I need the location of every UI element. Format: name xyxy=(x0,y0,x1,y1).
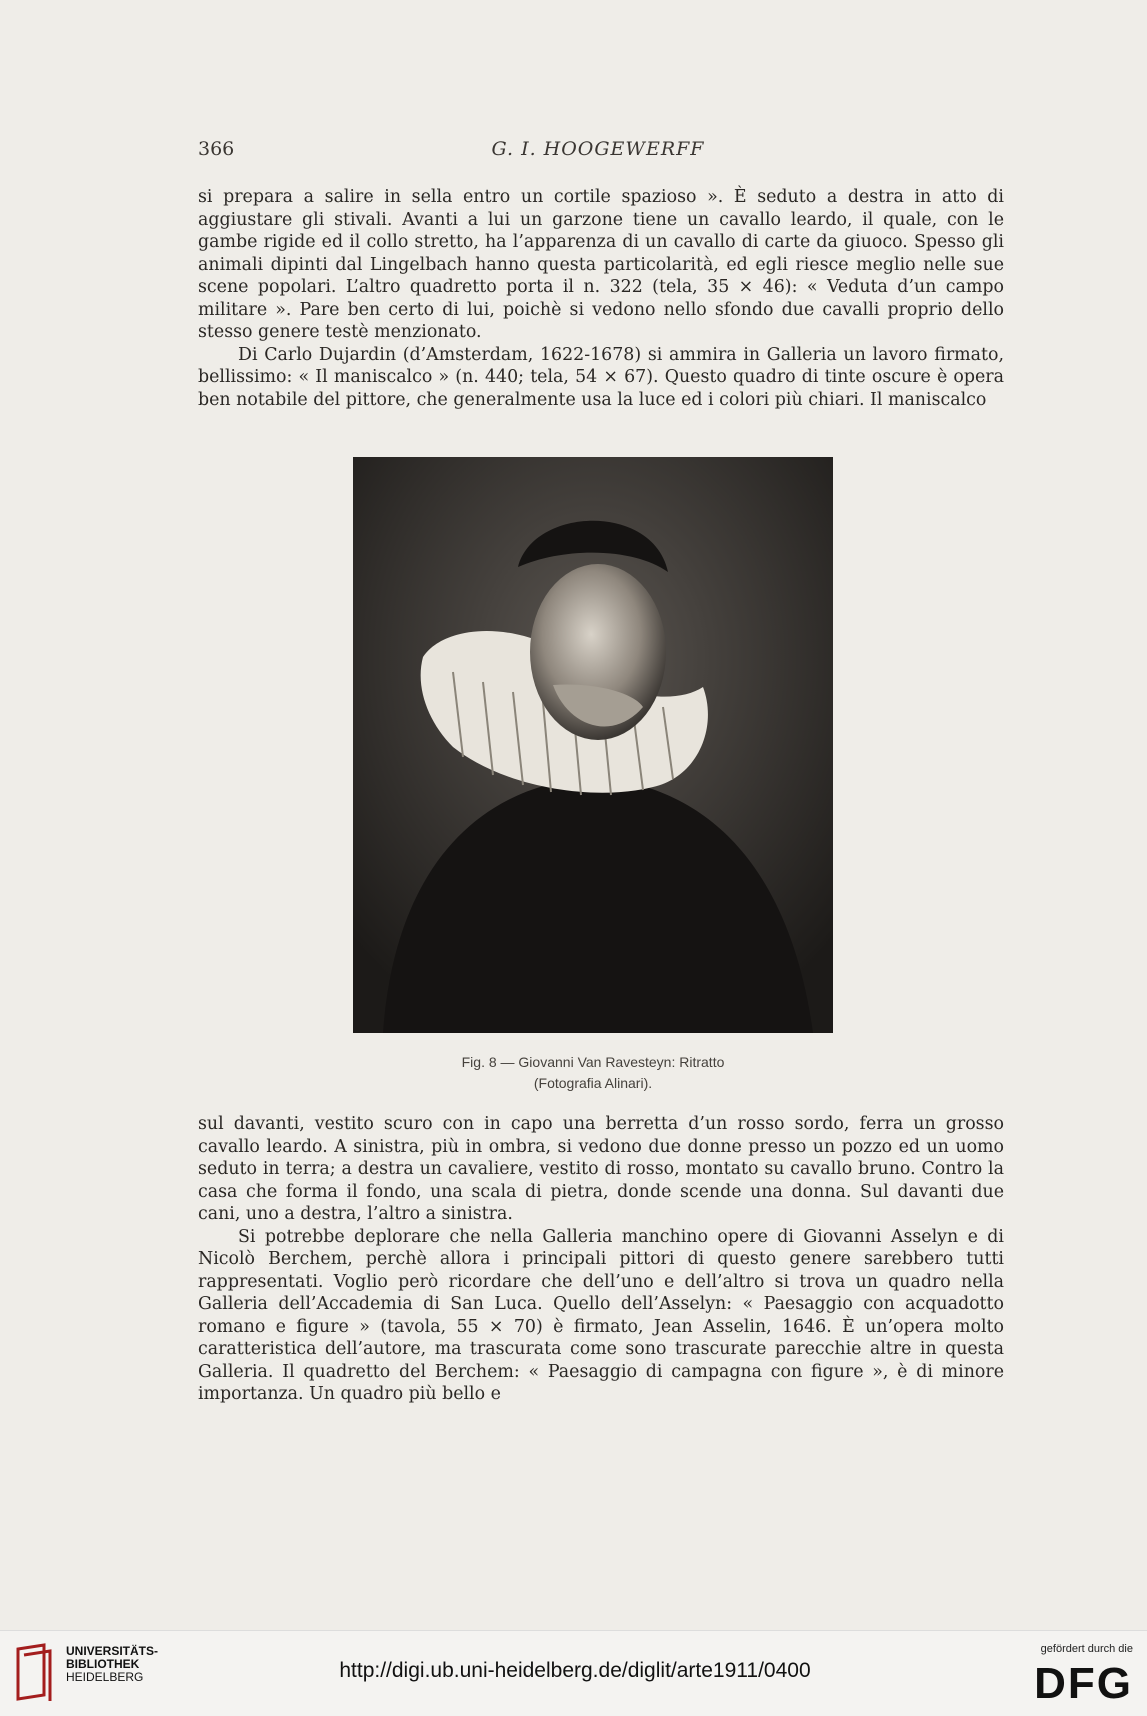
library-logo-icon xyxy=(14,1641,58,1703)
library-name-line: UNIVERSITÄTS- xyxy=(66,1644,159,1658)
dfg-logo: DFG xyxy=(1034,1659,1133,1708)
portrait-figure xyxy=(353,457,833,1033)
paragraph: si prepara a salire in sella entro un cortile spazioso ». È seduto a destra in atto di aggiustare gli stivali. Avanti a lui un garzone tiene un cavallo leardo, il quale, con le gambe rigide ed il collo stretto, ha l’apparenza di un cavallo di carte da giuoco. Spesso gli animali dipinti dal Lingelbach hanno questa particolarità, ed egli riesce meglio nelle sue scene popolari. L’altro quadretto porta il n. 322 (tela, 35 × 46): « Veduta d’un campo militare ». Pare ben certo di lui, poichè si vedono nello sfondo due cavalli proprio dello stesso genere testè menzionato. xyxy=(198,187,1004,342)
funding-note: gefördert durch die xyxy=(1040,1643,1133,1655)
library-name xyxy=(66,1645,158,1684)
library-name-line: BIBLIOTHEK xyxy=(66,1657,140,1671)
text-block-top xyxy=(198,186,1004,411)
footer-bar xyxy=(0,1630,1147,1716)
text-block-bottom xyxy=(198,1113,1004,1406)
paragraph: Di Carlo Dujardin (d’Amsterdam, 1622-1678) si ammira in Galleria un lavoro firmato, bellissimo: « Il maniscalco » (n. 440; tela, 54 × 67). Questo quadro di tinte oscure è opera ben notabile del pittore, che generalmente usa la luce ed i colori più chiari. Il maniscalco xyxy=(198,344,1004,410)
running-head: G. I. HOOGEWERFF xyxy=(491,138,705,160)
paragraph: sul davanti, vestito scuro con in capo una berretta d’un rosso sordo, ferra un grosso cavallo leardo. A sinistra, più in ombra, si vedono due donne presso un pozzo ed un uomo seduto in terra; a destra un cavaliere, vestito di rosso, montato su cavallo bruno. Contro la casa che forma il fondo, una scala di pietra, donde scende una donna. Sul davanti due cani, uno a destra, l’altro a sinistra. xyxy=(198,1114,1004,1224)
caption-line: Fig. 8 — Giovanni Van Ravesteyn: Ritratto xyxy=(461,1054,725,1070)
page-number: 366 xyxy=(198,138,235,160)
paragraph: Si potrebbe deplorare che nella Galleria manchino opere di Giovanni Asselyn e di Nicolò Berchem, perchè allora i principali pittori di questo genere sarebbero tutti rappresentati. Voglio però ricordare che dell’uno e dell’altro si trova un quadro nella Galleria dell’Accademia di San Luca. Quello dell’Asselyn: « Paesaggio con acquadotto romano e figure » (tavola, 55 × 70) è firmato, Jean Asselin, 1646. È un’opera molto caratteristica dell’autore, ma trascurata come sono trascurate parecchie altre in questa Galleria. Il quadretto del Berchem: « Paesaggio di campagna con figure », è di minore importanza. Un quadro più bello e xyxy=(198,1226,1004,1404)
library-name-line: HEIDELBERG xyxy=(66,1670,144,1684)
permalink-url[interactable]: http://digi.ub.uni-heidelberg.de/diglit/arte1911/0400 xyxy=(339,1659,811,1682)
caption-line: (Fotografia Alinari). xyxy=(533,1075,653,1091)
portrait-image xyxy=(353,457,833,1033)
page-header xyxy=(198,138,998,168)
figure-caption xyxy=(353,1052,833,1094)
